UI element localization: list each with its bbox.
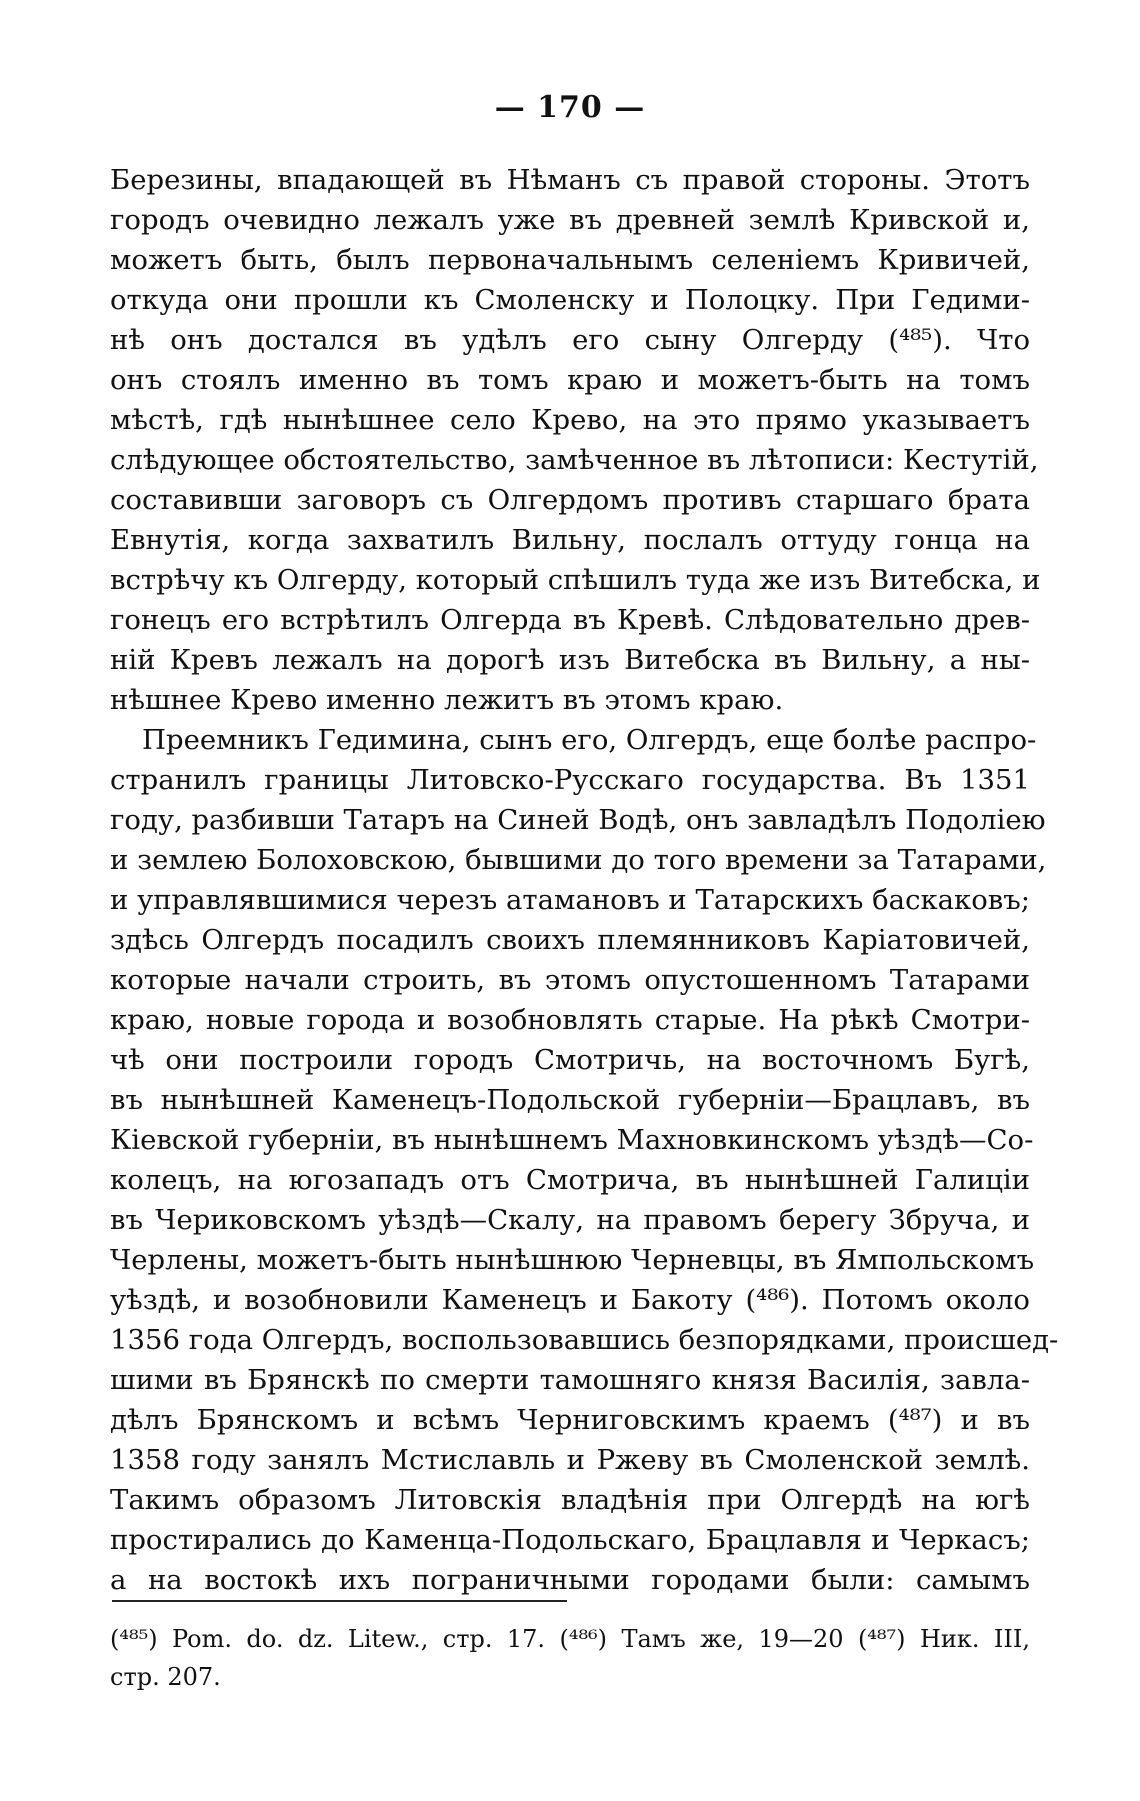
text-line: и землею Болоховскою, бывшими до того времени за Татарами,: [110, 844, 1047, 876]
text-line: въ Чериковскомъ уѣздѣ—Скалу, на правомъ берегу Збруча, и: [110, 1204, 1030, 1236]
text-line: Такимъ образомъ Литовскія владѣнія при Олгердѣ на югѣ: [110, 1484, 1030, 1516]
text-line: чѣ они построили городъ Смотричь, на восточномъ Бугѣ,: [110, 1044, 1030, 1076]
text-line: 1358 году занялъ Мстиславль и Ржеву въ Смоленской землѣ.: [110, 1444, 1030, 1476]
text-line: нѣ онъ достался въ удѣлъ его сыну Олгерду (⁴⁸⁵). Что: [110, 324, 1030, 356]
footnotes: [110, 1620, 1030, 1696]
text-line: уѣздѣ, и возобновили Каменецъ и Бакоту (⁴⁸⁶). Потомъ около: [110, 1284, 1030, 1316]
paragraph-1: [110, 160, 1041, 720]
text-line: въ нынѣшней Каменецъ-Подольской губерніи—Брацлавъ, въ: [110, 1084, 1030, 1116]
text-line: онъ стоялъ именно въ томъ краю и можетъ-быть на томъ: [110, 364, 1030, 396]
text-line: слѣдующее обстоятельство, замѣченное въ лѣтописи: Кестутій,: [110, 444, 1039, 476]
text-line: мѣстѣ, гдѣ нынѣшнее село Крево, на это прямо указываетъ: [110, 404, 1030, 436]
text-line: Кіевской губерніи, въ нынѣшнемъ Махновкинскомъ уѣздѣ—Со-: [110, 1124, 1034, 1156]
text-line: составивши заговоръ съ Олгердомъ противъ старшаго брата: [110, 484, 1030, 516]
text-line: простирались до Каменца-Подольскаго, Брацлавля и Черкасъ;: [110, 1524, 1030, 1556]
text-line: колецъ, на югозападъ отъ Смотрича, въ нынѣшней Галиціи: [110, 1164, 1030, 1196]
text-line: встрѣчу къ Олгерду, который спѣшилъ туда же изъ Витебска, и: [110, 564, 1041, 596]
text-line: ній Кревъ лежалъ на дорогѣ изъ Витебска въ Вильну, а ны-: [110, 644, 1030, 676]
text-line: можетъ быть, былъ первоначальнымъ селеніемъ Кривичей,: [110, 244, 1030, 276]
text-line: Черлены, можетъ-быть нынѣшнюю Черневцы, въ Ямпольскомъ: [110, 1244, 1035, 1276]
text-line: гонецъ его встрѣтилъ Олгерда въ Кревѣ. Слѣдовательно древ-: [110, 604, 1030, 636]
footnote-divider: [112, 1600, 567, 1602]
text-line: Преемникъ Гедимина, сынъ его, Олгердъ, еще болѣе распро-: [142, 724, 1037, 756]
text-line: а на востокѣ ихъ пограничными городами были: самымъ: [110, 1564, 1030, 1596]
text-line: откуда они прошли къ Смоленску и Полоцку. При Гедими-: [110, 284, 1030, 316]
text-line: городъ очевидно лежалъ уже въ древней землѣ Кривской и,: [110, 204, 1030, 236]
text-line: нѣшнее Крево именно лежитъ въ этомъ краю.: [110, 684, 784, 716]
text-line: странилъ границы Литовско-Русскаго государства. Въ 1351: [110, 764, 1030, 796]
footnote-line: (⁴⁸⁵) Pom. do. dz. Litew., стр. 17. (⁴⁸⁶) Тамъ же, 19—20 (⁴⁸⁷) Ник. III,: [110, 1625, 1030, 1653]
page-number: — 170 —: [494, 90, 646, 125]
text-line: здѣсь Олгердъ посадилъ своихъ племянниковъ Каріатовичей,: [110, 924, 1030, 956]
footnote-line: стр. 207.: [110, 1663, 221, 1691]
text-line: которые начали строить, въ этомъ опустошенномъ Татарами: [110, 964, 1030, 996]
text-line: шими въ Брянскѣ по смерти тамошняго князя Василія, завла-: [110, 1364, 1030, 1396]
text-line: Березины, впадающей въ Нѣманъ съ правой стороны. Этотъ: [110, 164, 1030, 196]
text-line: и управлявшимися черезъ атамановъ и Татарскихъ баскаковъ;: [110, 884, 1031, 916]
text-line: Евнутія, когда захватилъ Вильну, послалъ оттуду гонца на: [110, 524, 1030, 556]
text-line: дѣлъ Брянскомъ и всѣмъ Черниговскимъ краемъ (⁴⁸⁷) и въ: [110, 1404, 1030, 1436]
text-line: краю, новые города и возобновлять старые. На рѣкѣ Смотри-: [110, 1004, 1030, 1036]
text-line: году, разбивши Татаръ на Синей Водѣ, онъ завладѣлъ Подоліею: [110, 804, 1046, 836]
paragraph-2: [110, 720, 1059, 1600]
text-line: 1356 года Олгердъ, воспользовавшись безпорядками, происшед-: [110, 1324, 1059, 1356]
page-body: [110, 160, 1059, 1600]
